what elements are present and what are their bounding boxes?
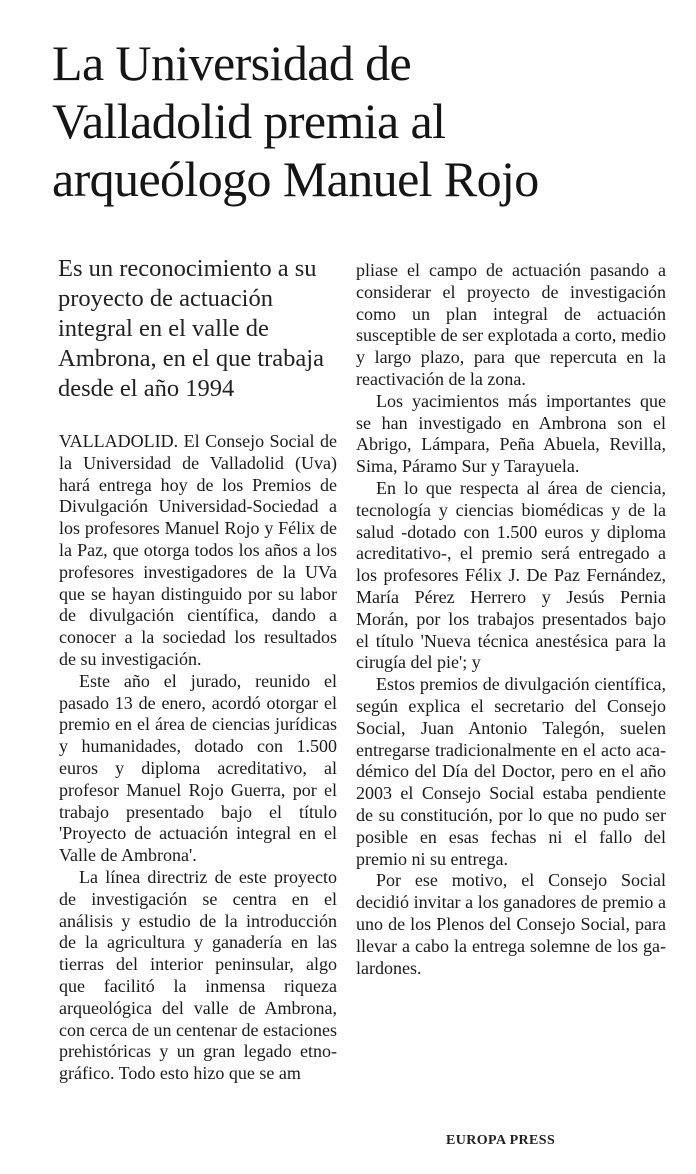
headline-line: Valladolid premia al <box>52 93 446 149</box>
subheadline-line: proyecto de actuación <box>58 285 273 312</box>
body-paragraph: La línea directriz de este proyecto de investigación se centra en el análisis y estudio de la introducción de la agricultura y ganadería en las tierras del interior peninsular, algo que facilitó la inmensa riqueza arqueológica del valle de Ambrona, con cerca de un centenar de estaciones prehistóricas y un gran legado etnográfico. Todo esto hizo que se am <box>59 866 337 1084</box>
body-paragraph: En lo que respecta al área de ciencia, tecnología y ciencias biomédicas y de la salud -dotado con 1.500 euros y diploma acreditativo-, el premio será entregado a los profesores Félix J. De Paz Fernández, María Pérez Herrero y Jesús Pernia Morán, por los trabajos presentados bajo el título 'Nueva técnica anestésica para la cirugía del pie'; y <box>356 477 666 673</box>
byline-credit: EUROPA PRESS <box>446 1133 556 1148</box>
body-paragraph: Estos premios de divulgación científica, según explica el secretario del Consejo Social, Juan Antonio Talegón, suelen entregarse tradicionalmente en el acto académico del Día del Doctor, pero en el año 2003 el Consejo Social estaba pendiente de su constitución, por lo que no pudo ser posible en esas fechas ni el fallo del premio ni su entrega. <box>356 674 666 869</box>
body-paragraph: Este año el jurado, reunido el pasado 13 de enero, acordó otorgar el premio en el área de ciencias jurídicas y humanidades, dotado con 1.500 euros y diploma acreditativo, al profesor Manuel Rojo Guerra, por el trabajo presentado bajo el título 'Proyecto de actuación integral en el Valle de Ambrona'. <box>59 670 337 866</box>
subheadline-line: desde el año 1994 <box>58 375 235 402</box>
subheadline-line: Es un reconocimiento a su <box>58 255 317 282</box>
headline-line: La Universidad de <box>52 35 412 91</box>
headline-line: arqueólogo Manuel Rojo <box>52 151 539 207</box>
subheadline-line: Ambrona, en el que trabaja <box>58 345 324 372</box>
article-column-left <box>59 431 337 1085</box>
subheadline <box>58 254 343 404</box>
body-paragraph-continued: pliase el campo de actuación pasando a considerar el proyecto de investigación como un plan integral de actuación susceptible de ser explotada a corto, medio y largo plazo, para que repercuta en la reactivación de la zona. <box>356 260 666 389</box>
article-column-right <box>356 260 666 979</box>
subheadline-line: integral en el valle de <box>58 315 269 342</box>
headline <box>52 34 672 208</box>
body-paragraph: Por ese motivo, el Consejo Social decidió invitar a los ganadores de premio a uno de los Plenos del Consejo Social, para llevar a cabo la entrega solemne de los galardones. <box>356 870 666 978</box>
body-paragraph: Los yacimientos más importantes que se han investigado en Ambrona son el Abrigo, Lámpara, Peña Abuela, Revilla, Sima, Páramo Sur y Tarayuela. <box>356 390 666 477</box>
body-paragraph: VALLADOLID. El Consejo Social de la Universidad de Valladolid (Uva) hará entrega hoy de los Premios de Divulgación Universidad-Sociedad a los profesores Manuel Rojo y Félix de la Paz, que otorga todos los años a los profesores investigadores de la UVa que se hayan distinguido por su labor de divulgación científica, dando a conocer a la sociedad los resultados de su investigación. <box>59 431 337 669</box>
